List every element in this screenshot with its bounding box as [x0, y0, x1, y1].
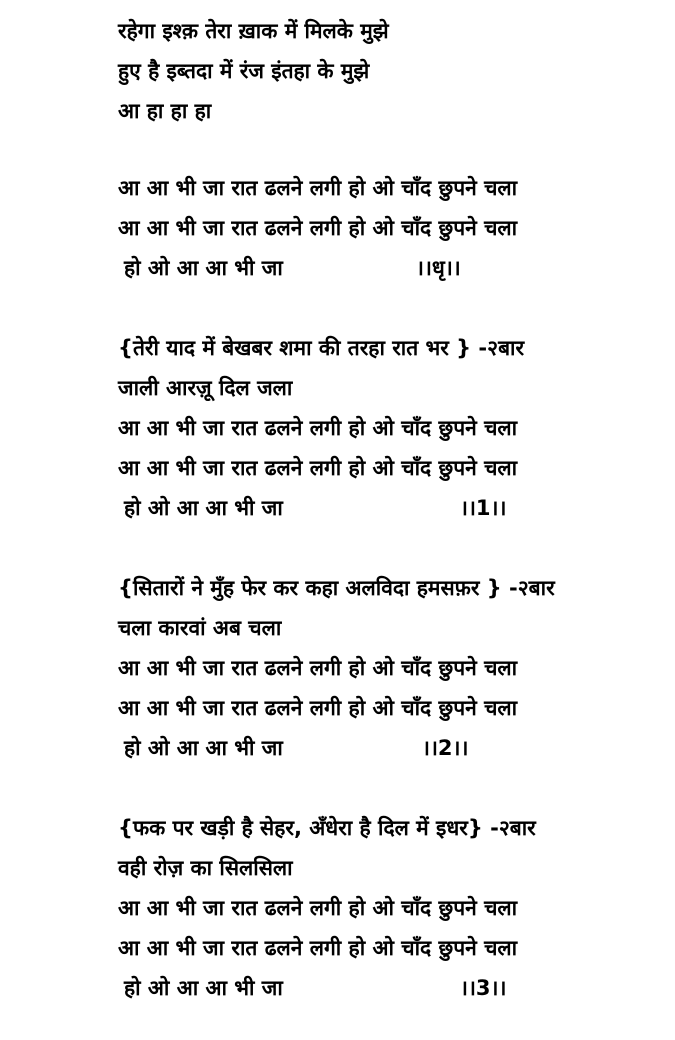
closing-line — [124, 250, 461, 286]
refrain-line: आ आ भी जा रात ढलने लगी हो ओ चाँद छुपने चला — [118, 416, 518, 440]
stanza-line: {फक पर खड़ी है सेहर, अँधेरा है दिल में इधर} -२बार — [118, 816, 536, 840]
closing-line — [124, 970, 507, 1006]
intro-line-1: रहेगा इश्क़ तेरा ख़ाक में मिलके मुझे — [118, 19, 389, 43]
refrain-line: आ आ भी जा रात ढलने लगी हो ओ चाँद छुपने चला — [118, 216, 518, 240]
refrain-line: आ आ भी जा रात ढलने लगी हो ओ चाँद छुपने चला — [118, 696, 518, 720]
refrain-line: आ आ भी जा रात ढलने लगी हो ओ चाँद छुपने चला — [118, 176, 518, 200]
stanza-line: {सितारों ने मुँह फेर कर कहा अलविदा हमसफ़र } -२बार — [118, 576, 555, 600]
stanza-marker: ।।3।। — [460, 976, 507, 1000]
stanza-line: {तेरी याद में बेखबर शमा की तरहा रात भर } -२बार — [118, 336, 525, 360]
stanza-marker: ।।धृ।। — [416, 256, 461, 280]
closing-line — [124, 490, 507, 526]
stanza-marker: ।।2।। — [422, 736, 469, 760]
refrain-line: आ आ भी जा रात ढलने लगी हो ओ चाँद छुपने चला — [118, 936, 518, 960]
stanza-line: चला कारवां अब चला — [118, 616, 282, 640]
refrain-line: आ आ भी जा रात ढलने लगी हो ओ चाँद छुपने चला — [118, 656, 518, 680]
closing-text: हो ओ आ आ भी जा — [124, 256, 283, 280]
stanza-line: जाली आरज़ू दिल जला — [118, 376, 293, 400]
closing-text: हो ओ आ आ भी जा — [124, 976, 283, 1000]
intro-line-3: आ हा हा हा — [118, 99, 212, 123]
stanza-line: वही रोज़ का सिलसिला — [118, 856, 293, 880]
stanza-marker: ।।1।। — [460, 496, 507, 520]
intro-line-2: हुए है इब्तदा में रंज इंतहा के मुझे — [118, 59, 370, 83]
closing-text: हो ओ आ आ भी जा — [124, 496, 283, 520]
refrain-line: आ आ भी जा रात ढलने लगी हो ओ चाँद छुपने चला — [118, 896, 518, 920]
closing-line — [124, 730, 469, 766]
closing-text: हो ओ आ आ भी जा — [124, 736, 283, 760]
refrain-line: आ आ भी जा रात ढलने लगी हो ओ चाँद छुपने चला — [118, 456, 518, 480]
